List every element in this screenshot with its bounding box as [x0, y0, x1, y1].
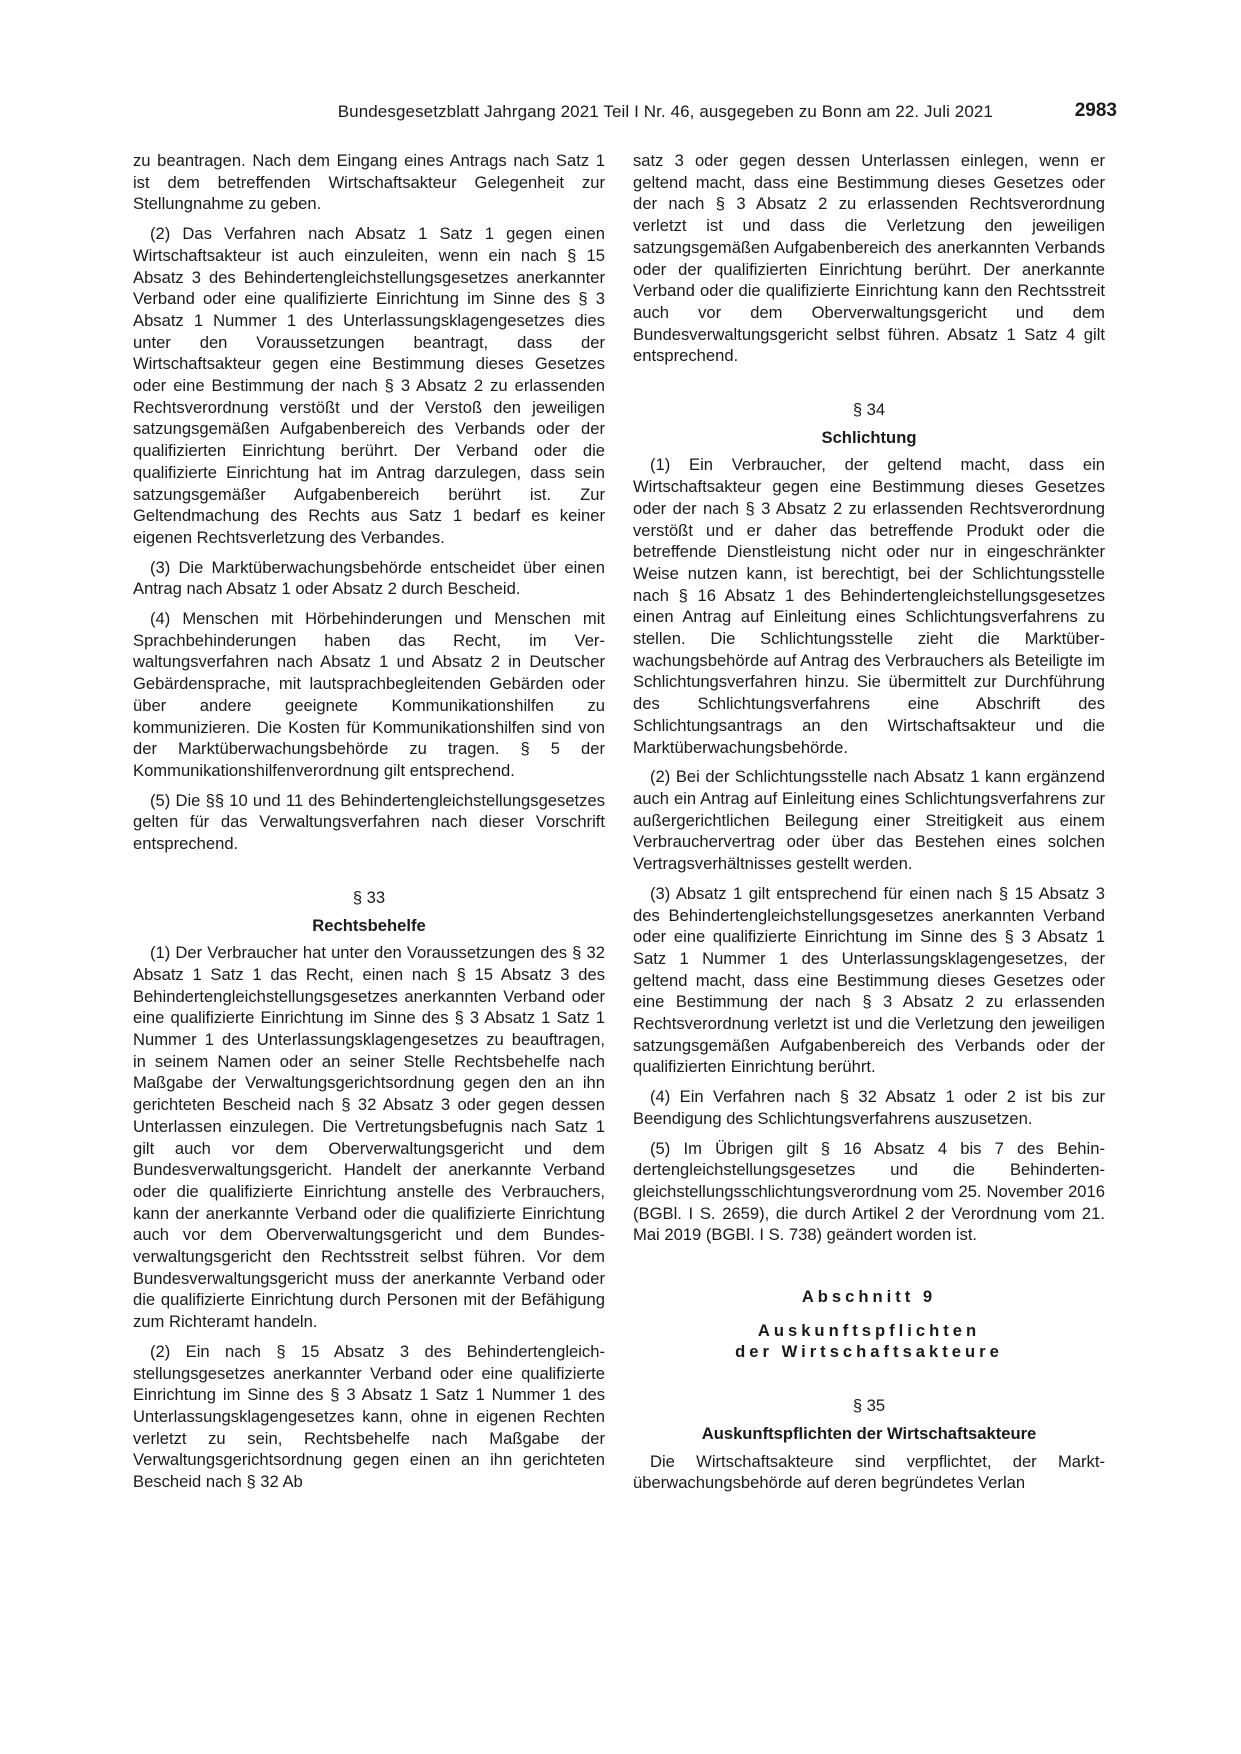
chapter-title-line-1: Auskunftspflichten: [757, 1320, 981, 1340]
page-number: 2983: [1074, 100, 1117, 121]
paragraph: (1) Ein Verbraucher, der geltend macht, dass ein Wirtschaftsakteur gegen eine Bestimmung dieses Gesetzes oder der nach § 3 Absatz 2 zu erlassenden Rechtsverordnung verstößt und er daher das betreffende Produkt oder die betreffende Dienstleistung nicht oder nur in eingeschränkter Weise nutzen kann, ist berechtigt, bei der Schlichtungsstelle nach § 16 Absatz 1 des Behindertengleichstellungsgesetzes einen Antrag auf Einleitung eines Schlichtungsverfahrens zu stellen. Die Schlichtungsstelle zieht die Marktüberwachungsbehörde auf Antrag des Verbrauchers als Beteiligte im Schlichtungsverfahren hinzu. Sie übermittelt zur Durchführung des Schlichtungsverfahrens eine Abschrift des Schlichtungsantrags an den Wirtschaftsakteur und die Marktüberwachungsbehörde.: [633, 455, 1105, 757]
section-title: Schlichtung: [821, 427, 917, 447]
paragraph: (2) Bei der Schlichtungsstelle nach Absatz 1 kann ergänzend auch ein Antrag auf Einleitung eines Schlichtungsverfahrens zur außergerichtlichen Beilegung einer Streitigkeit aus einem Verbrauchervertrag oder über das Bestehen eines solchen Vertragsverhältnisses gestellt werden.: [633, 767, 1105, 874]
left-column: [133, 150, 605, 1501]
paragraph: (2) Ein nach § 15 Absatz 3 des Behindertengleichstellungsgesetzes anerkannter Verband oder eine qualifizierte Einrichtung im Sinne des § 3 Absatz 1 Satz 1 Nummer 1 des Unterlassungsklagengesetzes kann, ohne in eigenen Rechten verletzt zu sein, Rechtsbehelfe nach Maßgabe der Verwaltungsgerichtsordnung gegen einen an ihn gerichteten Bescheid nach § 32 Ab: [133, 1341, 605, 1492]
section-title: Auskunftspflichten der Wirtschaftsakteure: [701, 1423, 1037, 1443]
paragraph: (5) Im Übrigen gilt § 16 Absatz 4 bis 7 des Behindertengleichstellungsgesetzes und die Behindertengleichstellungsschlichtungsverordnung vom 25. November 2016 (BGBl. I S. 2659), die durch Artikel 2 der Verordnung vom 21. Mai 2019 (BGBl. I S. 738) geändert worden ist.: [633, 1138, 1105, 1245]
section-title: Rechtsbehelfe: [312, 915, 426, 935]
paragraph: (1) Der Verbraucher hat unter den Voraussetzungen des § 32 Absatz 1 Satz 1 das Recht, einen nach § 15 Absatz 3 des Behindertengleichstellungsgesetzes anerkannten Verband oder eine qualifizierte Einrichtung im Sinne des § 3 Absatz 1 Satz 1 Nummer 1 des Unterlassungsklagengesetzes zu beauftragen, in seinem Namen oder an seiner Stelle Rechtsbehelfe nach Maßgabe der Verwaltungsgerichtsordnung gegen den an ihn gerichteten Bescheid nach § 32 Absatz 3 oder gegen dessen Unterlassen einzulegen. Die Vertretungsbefugnis nach Satz 1 gilt auch vor dem Oberverwaltungsgericht und dem Bundesverwaltungsgericht. Handelt der anerkannte Verband oder die qualifizierte Einrichtung anstelle des Verbrauchers, kann der anerkannte Verband oder die qualifizierte Einrichtung auch vor dem Oberverwaltungsgericht und dem Bundesverwaltungsgericht den Rechtsstreit selbst führen. Vor dem Bundesverwaltungsgericht muss der anerkannte Verband oder die qualifizierte Einrichtung durch Personen mit der Befähigung zum Richteramt handeln.: [133, 943, 605, 1332]
paragraph: (3) Die Marktüberwachungsbehörde entscheidet über einen Antrag nach Absatz 1 oder Absatz 2 durch Bescheid.: [133, 557, 605, 599]
chapter-title-line-2: der Wirtschaftsakteure: [735, 1342, 1003, 1362]
page-header: [133, 100, 1117, 126]
running-header: Bundesgesetzblatt Jahrgang 2021 Teil I Nr. 46, ausgegeben zu Bonn am 22. Juli 2021: [337, 102, 993, 121]
paragraph: (4) Menschen mit Hörbehinderungen und Menschen mit Sprachbehinderungen haben das Recht, im Verwaltungsverfahren nach Absatz 1 und Absatz 2 in Deutscher Gebärdensprache, mit lautsprachbegleitenden Gebärden oder über andere geeignete Kommunikationshilfen zu kommunizieren. Die Kosten für Kommunikationshilfen sind von der Marktüberwachungsbehörde zu tragen. § 5 der Kommunikationshilfenverordnung gilt entsprechend.: [133, 609, 605, 780]
paragraph: satz 3 oder gegen dessen Unterlassen einlegen, wenn er geltend macht, dass eine Bestimmung dieses Gesetzes oder der nach § 3 Absatz 2 zu erlassenden Rechtsverordnung verletzt ist und dass die Verletzung den jeweiligen satzungsgemäßen Aufgabenbereich des anerkannten Verbands oder der qualifizierten Einrichtung berührt. Der anerkannte Verband oder die qualifizierte Einrichtung kann den Rechtsstreit auch vor dem Oberverwaltungsgericht und dem Bundesverwaltungsgericht selbst führen. Absatz 1 Satz 4 gilt entsprechend.: [633, 151, 1105, 366]
paragraph: zu beantragen. Nach dem Eingang eines Antrags nach Satz 1 ist dem betreffenden Wirtschaftsakteur Gelegenheit zur Stellungnahme zu geben.: [133, 151, 605, 214]
section-number: § 34: [852, 400, 886, 420]
paragraph: Die Wirtschaftsakteure sind verpflichtet, der Marktüberwachungsbehörde auf deren begründetes Verlan: [633, 1451, 1105, 1493]
chapter-heading: Abschnitt 9: [801, 1287, 937, 1307]
paragraph: (2) Das Verfahren nach Absatz 1 Satz 1 gegen einen Wirtschaftsakteur ist auch einzuleiten, wenn ein nach § 15 Absatz 3 des Behindertengleichstellungsgesetzes anerkannter Verband oder eine qualifizierte Einrichtung im Sinne des § 3 Absatz 1 Nummer 1 des Unterlassungsklagengesetzes dies unter den Voraussetzungen beantragt, dass der Wirtschaftsakteur gegen eine Bestimmung dieses Gesetzes oder eine Bestimmung der nach § 3 Absatz 2 zu erlassenden Rechtsverordnung verstößt und der Verstoß den jeweiligen satzungsgemäßen Aufgabenbereich des Verbands oder der qualifizierten Einrichtung berührt. Der Verband oder die qualifizierte Einrichtung hat im Antrag darzulegen, dass sein satzungsgemäßer Aufgabenbereich berührt ist. Zur Geltendmachung des Rechts aus Satz 1 bedarf es keiner eigenen Rechtsverletzung des Verbandes.: [133, 224, 605, 547]
paragraph: (5) Die §§ 10 und 11 des Behindertengleichstellungsgesetzes gelten für das Verwaltungsverfahren nach dieser Vorschrift entsprechend.: [133, 790, 605, 854]
right-column: [633, 150, 1105, 1502]
section-number: § 35: [852, 1396, 886, 1416]
section-number: § 33: [352, 887, 386, 907]
paragraph: (3) Absatz 1 gilt entsprechend für einen nach § 15 Absatz 3 des Behindertengleichstellungsgesetzes anerkannten Verband oder eine qualifizierte Einrichtung im Sinne des § 3 Absatz 1 Satz 1 Nummer 1 des Unterlassungsklagengesetzes, der geltend macht, dass eine Bestimmung dieses Gesetzes oder eine Bestimmung der nach § 3 Absatz 2 zu erlassenden Rechtsverordnung verletzt ist und die Verletzung den jeweiligen satzungsgemäßen Aufgabenbereich des Verbands oder der qualifizierten Einrichtung berührt.: [633, 883, 1105, 1077]
paragraph: (4) Ein Verfahren nach § 32 Absatz 1 oder 2 ist bis zur Beendigung des Schlichtungsverfahrens auszusetzen.: [633, 1087, 1105, 1128]
